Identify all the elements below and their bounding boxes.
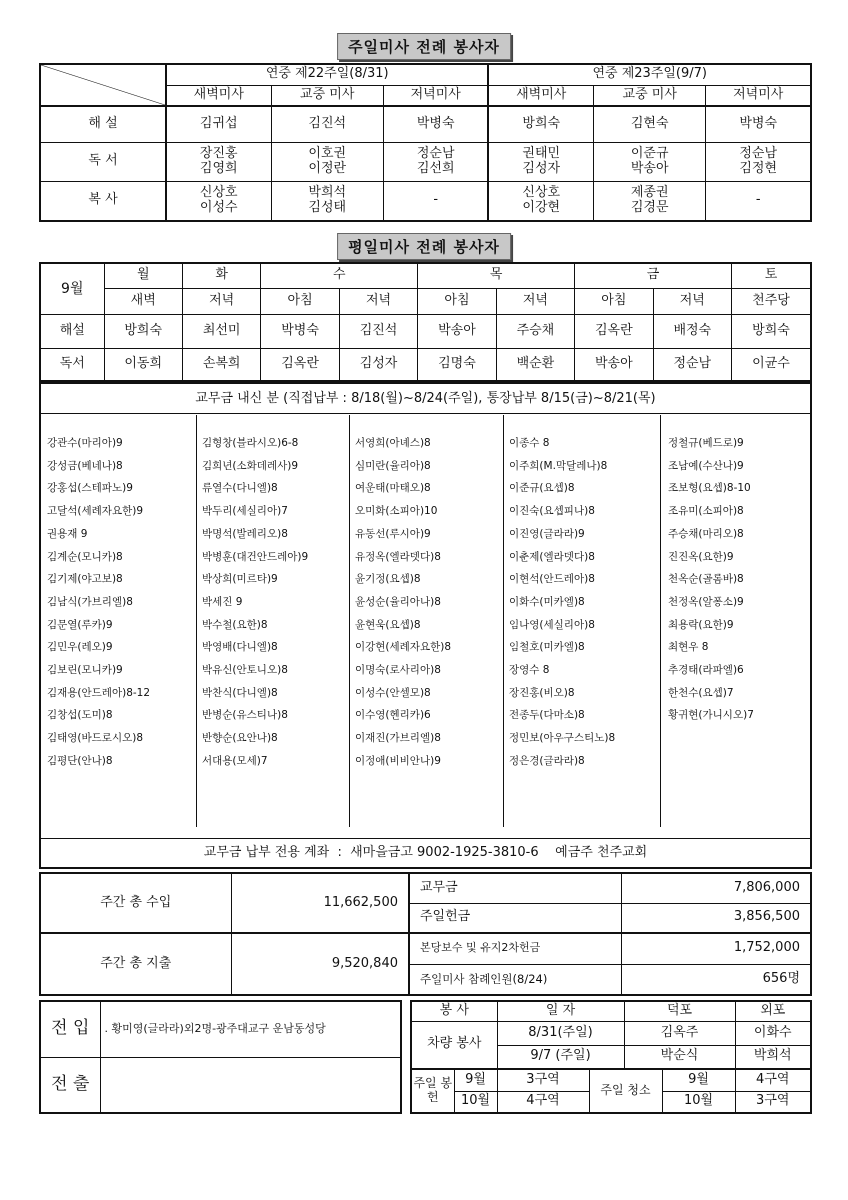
dues-heading: 교무금 내신 분 (직접납부 : 8/18(월)~8/24(주일), 통장납부 8/15(금)~8/21(목) [41, 384, 810, 414]
dues-name: 강관수(마리아)9 [47, 437, 123, 449]
time: 저녁 [653, 288, 731, 314]
offering-label: 주일 봉헌 [411, 1069, 454, 1113]
dues-name: 김형창(블라시오)6-8 [202, 437, 299, 449]
dues-name: 여운태(마태오)8 [355, 482, 431, 495]
dues-name: 박수철(요한)8 [202, 618, 268, 631]
dues-name: 박명석(발레리오)8 [202, 527, 288, 540]
cell: 이균수 [732, 348, 812, 381]
dues-name: 유동선(루시아)9 [355, 527, 431, 540]
dues-name: 이화수(미카엘)8 [509, 595, 585, 608]
cell: 권태민 김성자 [488, 142, 593, 181]
dues-name: 김재용(안드레아)8-12 [47, 686, 151, 699]
cell: 방희숙 [488, 106, 593, 142]
cell: 박순식 [624, 1045, 735, 1069]
column-divider [660, 415, 661, 827]
dues-name: 임철호(미카엘)8 [509, 641, 585, 654]
dues-name: 장진홍(비오)8 [509, 686, 575, 699]
transfer-in-text: . 황미영(글라라)외2명-광주대교구 운남동성당 [100, 1001, 401, 1057]
cell: 박희석 김성태 [271, 181, 383, 221]
dues-name: 이강현(세례자요한)8 [355, 641, 452, 654]
dues-name: 박병훈(대건안드레아)9 [202, 550, 309, 563]
mass-name: 새벽미사 [166, 85, 271, 106]
day: 수 [261, 263, 418, 288]
finance-table [39, 872, 812, 996]
dues-name: 김보린(모니카)9 [47, 664, 123, 677]
row-label: 독서 [40, 348, 104, 381]
expense-label: 주간 총 지출 [40, 933, 231, 995]
item-value: 7,806,000 [621, 873, 811, 903]
dues-name: 최현우 8 [668, 641, 709, 654]
row-label: 독 서 [40, 142, 166, 181]
dues-name: 이성수(안셀모)8 [355, 686, 431, 699]
dues-name: 주승채(마리오)8 [668, 527, 744, 540]
cell: 박송아 [418, 314, 496, 348]
cleaning-label: 주일 청소 [589, 1069, 662, 1113]
dues-name: 김기제(야고보)8 [47, 573, 123, 586]
cell: 이동희 [104, 348, 182, 381]
mass-name: 저녁미사 [383, 85, 488, 106]
vehicle-label: 차량 봉사 [411, 1021, 497, 1069]
mass-name: 저녁미사 [706, 85, 811, 106]
cell: - [383, 181, 488, 221]
service-header: 덕포 [624, 1001, 735, 1021]
dues-column-4 [509, 432, 615, 773]
dues-name: 반향순(요안나)8 [202, 732, 278, 745]
dues-name: 오미화(소피아)10 [355, 505, 438, 518]
row-label: 해 설 [40, 106, 166, 142]
dues-name: 김남식(가브리엘)8 [47, 595, 133, 608]
time-row [40, 288, 811, 314]
column-divider [349, 415, 350, 827]
cell: 4구역 [497, 1091, 589, 1113]
dues-name: 박세진 9 [202, 595, 243, 608]
item-value: 1,752,000 [621, 933, 811, 964]
dues-name: 최용락(요한)9 [668, 618, 734, 631]
cell: 방희숙 [104, 314, 182, 348]
service-header: 봉 사 [411, 1001, 497, 1021]
cell: 손복희 [182, 348, 260, 381]
dues-name: 류열수(다니엘)8 [202, 482, 278, 495]
dues-name: 김문열(루카)9 [47, 618, 113, 631]
row-label: 복 사 [40, 181, 166, 221]
item-value: 656명 [621, 964, 811, 995]
dues-name: 한천수(요셉)7 [668, 686, 734, 699]
cell: 이준규 박송아 [594, 142, 706, 181]
dues-name: 이정애(비비안나)9 [355, 754, 441, 767]
dues-name: 이종수 8 [509, 437, 550, 449]
dues-name: 윤현욱(요셉)8 [355, 618, 421, 631]
dues-column-2 [202, 432, 308, 773]
time: 아침 [261, 288, 339, 314]
weekday-reading-row [40, 348, 811, 381]
dues-name: 임나영(세실리아)8 [509, 618, 595, 631]
dues-name: 조유미(소피아)8 [668, 505, 744, 518]
dues-name: 정은경(글라라)8 [509, 754, 585, 767]
cell: 9월 [454, 1069, 497, 1091]
day: 화 [182, 263, 260, 288]
cell: 배정숙 [653, 314, 731, 348]
dues-name: 정철규(베드로)9 [668, 437, 744, 449]
dues-name: 박두리(세실리아)7 [202, 505, 288, 518]
cell: 박병숙 [261, 314, 339, 348]
time: 새벽 [104, 288, 182, 314]
cell: 신상호 이성수 [166, 181, 271, 221]
dues-name: 김태영(바드로시오)8 [47, 732, 144, 745]
column-divider [196, 415, 197, 827]
reading-row [40, 142, 811, 181]
cell: 박희석 [735, 1045, 811, 1069]
dues-name: 정민보(아우구스티노)8 [509, 732, 616, 745]
dues-name: 박찬식(다니엘)8 [202, 686, 278, 699]
cell: 주승채 [496, 314, 574, 348]
transfer-in-label: 전 입 [40, 1001, 100, 1057]
dues-name: 이진숙(요셉피나)8 [509, 505, 595, 518]
dues-name: 황귀현(가니시오)7 [668, 709, 754, 722]
dues-name: 장영수 8 [509, 664, 550, 677]
dues-name: 유정옥(엘라뎃다)8 [355, 550, 441, 563]
dues-name: 추경태(라파엘)6 [668, 664, 744, 677]
dues-name: 조남예(수산나)9 [668, 459, 744, 472]
week2-header: 연중 제23주일(9/7) [488, 64, 811, 85]
dues-name: 김계순(모니카)8 [47, 550, 123, 563]
account-info: 교무금 납부 전용 계좌 : 새마을금고 9002-1925-3810-6 예금주 천주교회 [41, 838, 810, 867]
mass-name: 교중 미사 [594, 85, 706, 106]
income-label: 주간 총 수입 [40, 873, 231, 933]
cell: 김진석 [271, 106, 383, 142]
dues-name: 김희년(소화데레사)9 [202, 459, 299, 472]
dues-name: 강홍섭(스테파노)9 [47, 482, 133, 495]
day: 목 [418, 263, 575, 288]
dues-name: 박영배(다니엘)8 [202, 641, 278, 654]
dues-name: 김평단(안나)8 [47, 754, 113, 767]
dues-name: 권용재 9 [47, 527, 88, 540]
dues-name: 이재진(가브리엘)8 [355, 732, 441, 745]
dues-name: 이준규(요셉)8 [509, 482, 575, 495]
dues-name: 박상희(미르타)9 [202, 573, 278, 586]
day-row [40, 263, 811, 288]
cell: 김귀섭 [166, 106, 271, 142]
cell: 9월 [662, 1069, 735, 1091]
month-label: 9월 [40, 263, 104, 314]
cell: 박병숙 [706, 106, 811, 142]
time: 저녁 [339, 288, 417, 314]
cell: 방희숙 [732, 314, 812, 348]
cell: 김옥주 [624, 1021, 735, 1045]
corner-cell [40, 64, 166, 106]
day: 토 [732, 263, 812, 288]
item-label: 본당보수 및 유지2차헌금 [409, 933, 621, 964]
dues-name: 이명숙(로사리아)8 [355, 664, 441, 677]
cell: 김성자 [339, 348, 417, 381]
dues-name: 조보형(요셉)8-10 [668, 482, 751, 495]
dues-box [39, 382, 812, 869]
item-value: 3,856,500 [621, 903, 811, 933]
mass-name: 교중 미사 [271, 85, 383, 106]
cell: 김현숙 [594, 106, 706, 142]
cell: 정순남 김선희 [383, 142, 488, 181]
service-header: 일 자 [497, 1001, 624, 1021]
time: 저녁 [496, 288, 574, 314]
dues-name: 서대용(모세)7 [202, 754, 268, 767]
day: 월 [104, 263, 182, 288]
dues-name: 윤기정(요셉)8 [355, 573, 421, 586]
dues-name: 김창섭(도미)8 [47, 709, 113, 722]
cell: 3구역 [497, 1069, 589, 1091]
row-label: 해설 [40, 314, 104, 348]
dues-name: 이진영(글라라)9 [509, 527, 585, 540]
cell: 이호권 이정란 [271, 142, 383, 181]
time: 저녁 [182, 288, 260, 314]
service-header: 외포 [735, 1001, 811, 1021]
altar-server-row [40, 181, 811, 221]
item-label: 교무금 [409, 873, 621, 903]
dues-name: 심미란(율리아)8 [355, 459, 431, 472]
item-label: 주일헌금 [409, 903, 621, 933]
cell: 8/31(주일) [497, 1021, 624, 1045]
dues-name: 윤성순(율리아나)8 [355, 595, 441, 608]
income-value: 11,662,500 [231, 873, 409, 933]
commentary-row [40, 106, 811, 142]
dues-name: 천정옥(알퐁소)9 [668, 595, 744, 608]
item-label: 주일미사 참례인원(8/24) [409, 964, 621, 995]
cell: 장진홍 김영희 [166, 142, 271, 181]
cell: - [706, 181, 811, 221]
cell: 제종권 김경문 [594, 181, 706, 221]
cell: 김명숙 [418, 348, 496, 381]
dues-name: 이수영(헨리카)6 [355, 709, 431, 722]
dues-name: 이춘제(엘라뎃다)8 [509, 550, 595, 563]
dues-name: 천옥순(골롬바)8 [668, 573, 744, 586]
cell: 4구역 [735, 1069, 811, 1091]
dues-name: 전종두(다마소)8 [509, 709, 585, 722]
cell: 박송아 [575, 348, 653, 381]
time: 아침 [575, 288, 653, 314]
cell: 9/7 (주일) [497, 1045, 624, 1069]
dues-name: 강성금(베네나)8 [47, 459, 123, 472]
time: 천주당 [732, 288, 812, 314]
service-table [410, 1000, 812, 1114]
dues-name: 김민우(레오)9 [47, 641, 113, 654]
dues-name: 고달석(세례자요한)9 [47, 505, 144, 518]
sunday-table [39, 63, 812, 222]
cell: 김옥란 [261, 348, 339, 381]
dues-name: 서영희(아녜스)8 [355, 437, 431, 449]
dues-column-1 [47, 432, 150, 773]
dues-name: 이현석(안드레아)8 [509, 573, 595, 586]
day: 금 [575, 263, 732, 288]
time: 아침 [418, 288, 496, 314]
mass-name: 새벽미사 [488, 85, 593, 106]
dues-name: 반병순(유스티나)8 [202, 709, 288, 722]
column-divider [503, 415, 504, 827]
cell: 이화수 [735, 1021, 811, 1045]
cell: 최선미 [182, 314, 260, 348]
dues-name: 진진옥(요한)9 [668, 550, 734, 563]
week1-header: 연중 제22주일(8/31) [166, 64, 488, 85]
dues-name: 박유신(안토니오)8 [202, 664, 288, 677]
weekday-table [39, 262, 812, 382]
cell: 김옥란 [575, 314, 653, 348]
sunday-title: 주일미사 전례 봉사자 [337, 33, 511, 60]
cell: 신상호 이강현 [488, 181, 593, 221]
expense-value: 9,520,840 [231, 933, 409, 995]
cell: 정순남 [653, 348, 731, 381]
transfer-out-label: 전 출 [40, 1057, 100, 1113]
cell: 백순환 [496, 348, 574, 381]
transfer-table [39, 1000, 402, 1114]
cell: 박병숙 [383, 106, 488, 142]
cell: 10월 [662, 1091, 735, 1113]
dues-column-3 [355, 432, 451, 773]
cell: 3구역 [735, 1091, 811, 1113]
dues-column-5 [668, 432, 754, 727]
weekday-commentary-row [40, 314, 811, 348]
cell: 정순남 김정현 [706, 142, 811, 181]
transfer-out-text [100, 1057, 401, 1113]
cell: 김진석 [339, 314, 417, 348]
weekday-title: 평일미사 전례 봉사자 [337, 233, 511, 260]
cell: 10월 [454, 1091, 497, 1113]
dues-name: 이주희(M.막달레나)8 [509, 459, 608, 472]
